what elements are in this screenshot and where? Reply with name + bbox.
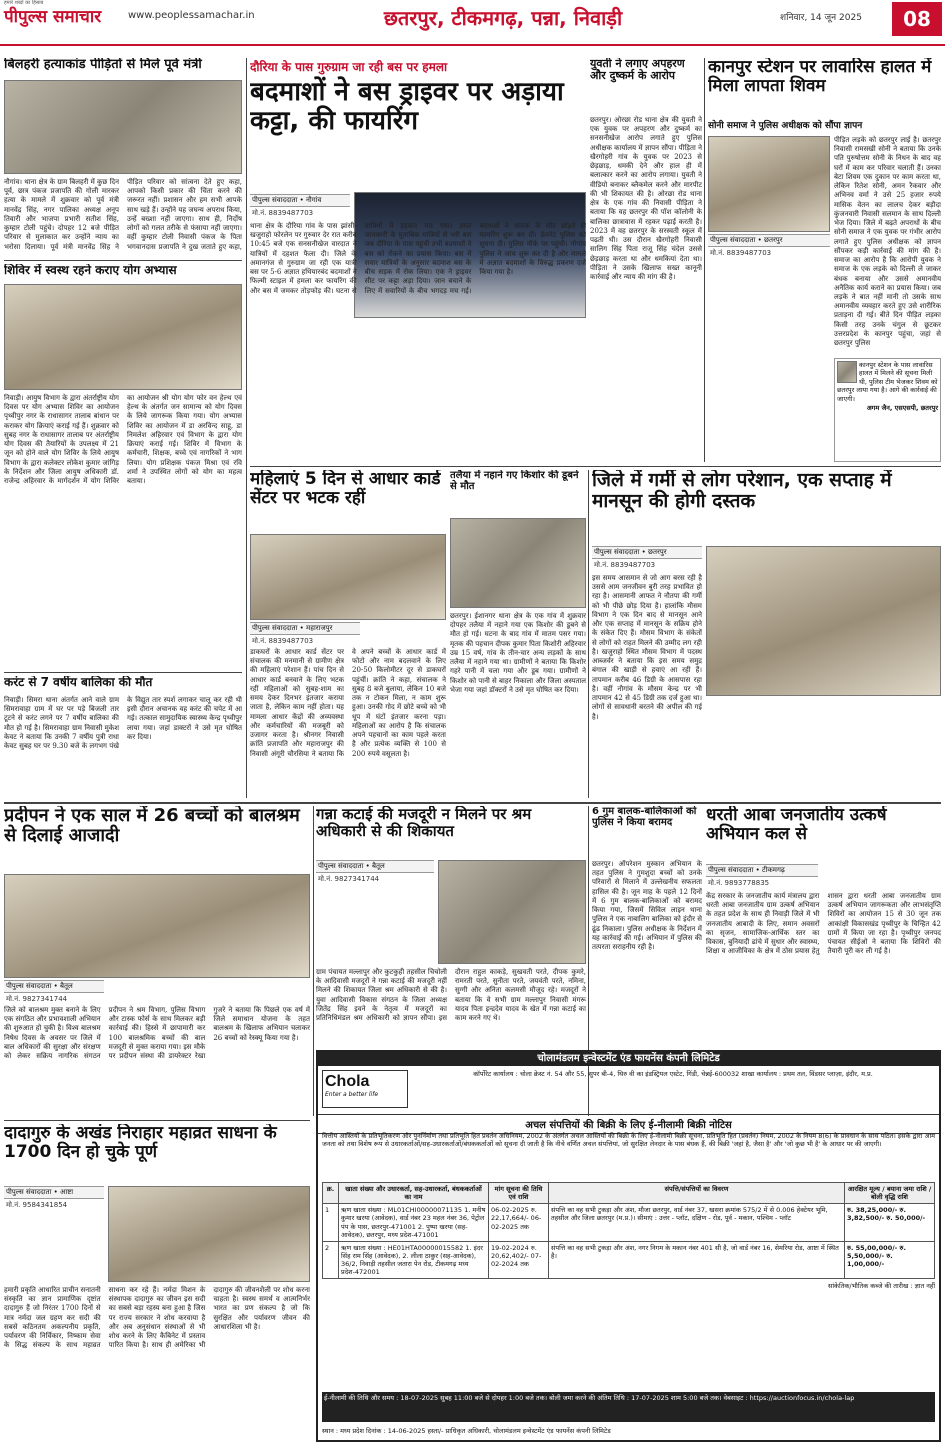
headline: प्रदीपन ने एक साल में 26 बच्चों को बालश्रम से दिलाई आजादी: [4, 806, 300, 847]
quote-text: कानपुर स्टेशन के पास लावारिस हालत में मिलने की सूचना मिली थी, पुलिस टीम भेजकर शिवम को छतरपुर लाया गया है। आगे की कार्रवाई की जाएगी।: [837, 361, 938, 403]
ad-header: चोलामंडलम इन्वेस्टमेंट एंड फायनेंस कंपनी लिमिटेड: [318, 1052, 939, 1066]
photo-workers: [438, 860, 586, 964]
headline: करंट से 7 वर्षीय बालिका की मौत: [4, 676, 153, 689]
masthead: [0, 0, 945, 46]
chola-auction-ad: [316, 1050, 941, 1442]
story-girl-allegation: [590, 58, 702, 462]
article-body: थाना क्षेत्र के दौरिया गांव के पास झांसी-खजुराहो फोरलेन पर गुरुवार देर रात करीब 10:45 बजे एक सनसनीखेज वारदात ने यात्रियों में दहशत फैला दी। जिले के अमानगंज से गुरुग्राम जा रही एक यात्री बस पर 5-6 अज्ञात हथियारबंद बदमाशों ने फिल्मी स्टाइल में हमला कर फायरिंग की और बस में जमकर तोड़फोड़ की। घटना से यात्रियों में हड़कंप मच गया। प्राप्त जानकारी के मुताबिक यात्रियों से भरी बस जब दौरिया के पास पहुंची तभी बदमाशों ने बस को रोकने का प्रयास किया। बस में सवार यात्रियों के अनुसार बदमाश बस के बीच सड़क में रोक लिया। एक ने ड्राइवर सीट पर कट्टा अड़ा दिया। जान बचाने के लिए में सवारियों के बीच भगदड़ मच गई। बदमाशों ने चालक के सीट छोड़ते ही फायरिंग शुरू कर दी। डेलनेट पुलिस को सूचना दी। पुलिस मौके पर पहुंची। नौगांव पुलिस ने जांच शुरू कर दी है और मामले में अज्ञात बदमाशों के विरुद्ध प्रकरण दर्ज किया गया है।: [250, 222, 586, 295]
story-bilhari: [4, 58, 242, 258]
story-bus-attack: [250, 58, 586, 462]
photo-dadaguru: [108, 1186, 310, 1282]
story-child-labour: [4, 806, 310, 1116]
story-aadhar: [250, 470, 446, 798]
table-row: 1 ऋण खाता संख्या : ML01CHI00000071135 1. मनीष कुमार खरया (आवेदक), वार्ड नंबर 23 महल नंबर 36, पेट्रोल पंप के पास, छतरपुर-471001 2. पुष्पा खरया (सह-आवेदक), छतरपुर, मध्य प्रदेश-471001 06-02-2025 रु. 22,17,664/- 06-02-2025 तक संपत्ति का वह सभी टुकड़ा और अंश, मौजा छतरपुर, वार्ड नंबर 37, खसरा क्रमांक 575/2 में से 0.006 हेक्टेयर भूमि, तहसील और जिला छतरपुर (म.प्र.)। सीमाएं : उत्तर - प्लॉट, दक्षिण - रोड, पूर्व - मकान, पश्चिम - प्लॉट रु. 38,25,000/- रु. 3,82,500/- रु. 50,000/-: [323, 1204, 935, 1242]
article-body: निवाड़ी। सिमरा थाना अंतर्गत आने वाले ग्राम सिमरावाहा ग्राम में घर पर पड़े बिजली तार टूटने से करंट लगने पर 7 वर्षीय बालिका की मौत हो गई है। सिमरावाहा ग्राम निवासी मुकेश केवट ने बताया कि उनकी 7 वर्षीय पुत्री राधा केवट सुबह घर पर 9.30 बजे के लगभग पंखे के विद्युत तार स्पर्श लगाकर चालू कर रही थी इसी दौरान अचानक वह करंट की चपेट में आ गई। तत्काल सामुदायिक स्वास्थ्य केन्द्र पृथ्वीपुर लाया गया। जहां डाक्टरों ने उसे मृत घोषित कर दिया।: [4, 696, 242, 751]
col-reserve: आरक्षित मूल्य / बयाना जमा राशि / बोली वृद्धि राशि: [845, 1183, 935, 1204]
photo-yoga: [4, 284, 242, 390]
headline: बिलहरी हत्याकांड पीड़ितों से मिले पूर्व मंत्री: [4, 58, 202, 72]
byline: पीपुल्स संवाददाता • छतरपुर: [708, 234, 830, 247]
mobile: मो.नं. 8839487703: [252, 637, 314, 645]
col-property: संपत्ति/संपत्तियों का विवरण: [549, 1183, 845, 1204]
subhead: सोनी समाज ने पुलिस अधीक्षक को सौंपा ज्ञापन: [708, 121, 863, 131]
photo-meeting: [4, 80, 242, 174]
photo-heat: [706, 546, 941, 696]
mobile: मो.नं. 8839487703: [594, 561, 656, 569]
article-body: छतरपुर। ईशानगर थाना क्षेत्र के एक गांव में शुक्रवार दोपहर तलैया में नहाने गया एक किशोर की डूबने से मौत हो गई। घटना के बाद गांव में मातम पसर गया। मृतक की पहचान दीपक कुमार पिता किशोरी अहिरवार उम्र 15 वर्ष, गांव के तीन-चार अन्य लड़कों के साथ तलैया में नहाने गया था। ग्रामीणों ने बताया कि किशोर गहरे पानी में चला गया और डूब गया। ग्रामीणों ने किशोर को पानी से बाहर निकाला और जिला अस्पताल भेजा गया जहां डॉक्टरों ने उसे मृत घोषित कर दिया।: [450, 612, 586, 694]
headline: कानपुर स्टेशन पर लावारिस हालत में मिला लापता शिवम: [708, 58, 932, 97]
byline: पीपुल्स संवाददाता • बैतूल: [4, 980, 104, 993]
story-dharti-aba: [706, 806, 941, 1046]
headline: शिविर में स्वस्थ रहने कराए योग अभ्यास: [4, 264, 177, 277]
article-body: ग्राम पंचायत मल्लापुर और कुटकुही तहसील चिचोली के आदिवासी मजदूरों ने गन्ना कटाई की मजदूरी नहीं मिलने की शिकायत जिला श्रम अधिकारी से की है। युवा आदिवासी विकास संगठन के जिला अध्यक्ष जितेंद्र सिंह इवने के नेतृत्व में मजदूरों का प्रतिनिधिमंडल श्रम अधिकारी को ज्ञापन सौंपा। इस दौरान राहुल काकड़े, सुखवती परते, दीपक कुमरे, रामरती परते, सुनीता परते, जयवंती परते, नमिना, सुग्गी और अनिता कलमसी मौजूद रहे। मजदूरों ने बताया कि वे सभी ग्राम मल्लापुर निवासी मंगरू यादव पिता इन्द्रदेव यादव के खेत में गन्ना कटाई का काम करने गए थे।: [316, 968, 586, 1023]
headline: 6 गुम बालक-बालिकाओं को पुलिस ने किया बरामद: [592, 806, 697, 829]
mobile: मो.नं. 9584341854: [6, 1201, 68, 1209]
brand-tag: Enter a better life: [325, 1091, 379, 1098]
brand-name: Chola: [325, 1073, 370, 1090]
article-body: जिले को बालश्रम मुक्त बनाने के लिए एक संगठित और प्रभावशाली अभियान की शुरुआत हो चुकी है। विश्व बालश्रम निषेध दिवस के अवसर पर जिले में बाल अधिकारों की सुरक्षा और संरक्षण को लेकर सक्रिय नागरिक संगठन प्रदीपन ने श्रम विभाग, पुलिस विभाग और टास्क फोर्स के साथ मिलकर बड़ी कार्रवाई की। हिस्से में छापामारी कर 100 बालश्रमिक बच्चों की बाल मजदूरी से मुक्त कराया गया। इस मौके पर प्रदीपन संस्था की डायरेक्टर रेखा गुजरे ने बताया कि पिछले एक वर्ष में जिले समाधान योजना के तहत बालश्रम के खिलाफ अभियान चलाकर 26 बच्चों को रेस्क्यू किया गया है।: [4, 1006, 310, 1061]
article-body: हमारी प्रकृति आधारित प्राचीन सनातनी संस्कृति का ज्ञान प्रामाणिक दृष्टांत दादागुरु हैं जो निरंतर 1700 दिनों से मात्र नर्मदा जल ग्रहण कर सदी की सबसे कठिनतम अकल्पनीय प्रकृति, पर्यावरण की निर्विकार, निष्काम सेवा के सिद्ध संकल्प के साथ महाव्रत साधना कर रहे हैं। नर्मदा मिशन के संस्थापक दादागुरु का जीवन इस सदी का सबसे बड़ा रहस्य बना हुआ है जिस पर राज्य सरकार ने शोध करवाया है और अब अनुसंधान संस्थाओं से भी शोध करने के लिए कैबिनेट में प्रस्ताव पारित किया है। साथ ही अमेरिका भी दादागुरु की जीवनशैली पर शोध करना चाहता है। स्वस्थ समर्थ व आत्मनिर्भर भारत का प्रण संकल्प है जो कि सुरक्षित और पर्यावरण जीवन की आधारशिला भी है।: [4, 1286, 310, 1350]
notice-body: वित्तीय आस्तियों के प्रतिभूतिकरण और पुनर्निर्माण तथा प्रतिभूति हित प्रवर्तन अधिनियम, 2002 के अंतर्गत अचल आस्तियों की बिक्री के लिए ई-नीलामी बिक्री सूचना, प्रतिभूति हित (प्रवर्तन) नियम, 2002 के नियम 8(6) के प्रावधान के साथ पठित। इसके द्वारा आम जनता को तथा विशेष रूप से उधारकर्ताओं/सह-उधारकर्ताओं/बंधककर्ताओं को सूचना दी जाती है कि नीचे वर्णित अचल संपत्तियां, जो सुरक्षित लेनदार के पास बंधक हैं, की बिक्री 'जहां है, जैसा है' और 'जो कुछ भी है' के आधार पर की जाएगी।: [322, 1132, 935, 1149]
article-body: छतरपुर। ओरछा रोड थाना क्षेत्र की युवती ने एक युवक पर अपहरण और दुष्कर्म का सनसनीखेज आरोप लगाते हुए पुलिस अधीक्षक कार्यालय में ज्ञापन सौंपा। पीड़िता ने खैरगोहरी गांव के युवक पर 2023 से छेड़छाड़, धमकी देने और हाल ही में बलात्कार करने का आरोप लगाया। युवती ने वीडियो बनाकर ब्लैकमेल करने और मारपीट की भी शिकायत की है। ओरछा रोड थाना क्षेत्र के एक गांव की निवासी पीड़िता ने बताया कि वह छतरपुर की पॉश कॉलोनी के बालिका छात्रावास में रहकर पढ़ाई करती है। 2023 में वह छतरपुर के सरस्वती स्कूल में पढ़ती थी। उस दौरान खैरगोहरी निवासी सालिग सिंह पिता राजू सिंह चंदेल उससे छेड़छाड़ करता था और धमकियां देता था। पीड़िता ने उसके खिलाफ सख्त कानूनी कार्रवाई और न्याय की मांग की है।: [590, 116, 702, 281]
mobile: मो.नं. 9827341744: [318, 875, 380, 883]
article-body: निवाड़ी। आयुष विभाग के द्वारा अंतर्राष्ट्रीय योग दिवस पर योग अभ्यास शिविर का आयोजन पृथ्वीपुर नगर के राधासागर तालाब बांधान पर कराकर योग क्रियाएं कराई गई हैं। शुक्रवार को सुबह नगर के राधासागर तालाब पर अंतर्राष्ट्रीय योग दिवस की तैयारियों के उपलक्ष्य में 21 जून को होने वाले योग शिविर के लिये आयुष विभाग के द्वारा कलेक्टर लोकेश कुमार जांगिड़ के निर्देशन और जिला आयुष अधिकारी डॉ. राजेन्द्र अहिरवार के मार्गदर्शन में योग शिविर का आयोजन श्री योग योग फोर वन हेल्थ एवं हेल्थ के अंतर्गत जन सामान्य को योग दिवस के लिये जागरूक किया गया। योग अभ्यास शिविर का आयोजन में डा अरविन्द साहू, डा निमलेश अहिरवार एवं विभाग के द्वारा योग क्रियाएं कराई गई। शिविर में विभाग के कर्मचारी, शिक्षक, बच्चे एवं नागरिकों ने भाग लिया। योग प्रशिक्षक पंकज मिश्रा एवं रवि शर्मा ने उपस्थित लोगों को योग का महत्व बताया।: [4, 394, 242, 486]
article-body: पीड़ित लड़के को छतरपुर लाई है। छतरपुर निवासी रामसखी सोनी ने बताया कि उनके पति पुरुषोत्तम सोनी के निधन के बाद वह घरों में काम कर परिवार चलाती हैं। उनका बेटा शिवम एक दुकान पर काम करता था, लेकिन रितेश सोनी, अमन रैकवार और अभिनव वर्मा ने उसे 25 हजार रुपये मासिक वेतन का लालच देकर बड़ौदा कुंजनवारी निवासी सलमान के साथ दिल्ली भेज दिया। जिले में बढ़ते अपराधों के बीच सोनी समाज ने एक युवक पर गंभीर आरोप लगाते हुए पुलिस अधीक्षक को ज्ञापन सौंपकर कड़ी कार्रवाई की मांग की है। समाज का आरोप है कि आरोपी युवक ने समाज के एक लड़के को दिल्ली ले जाकर बंधक बनाया और उससे अमानवीय अनैतिक कार्य कराने का प्रयास किया। जब लड़के ने बात नहीं मानी तो उसके साथ अमानवीय व्यवहार करते हुए उसे शारीरिक प्रताड़ना दी गई। बीते दिन पीड़ित लड़का किसी तरह उनके चंगुल से छूटकर उत्तरप्रदेश के कानपुर पहुंचा, जहां से छतरपुर पुलिस: [834, 136, 941, 348]
story-heat: [592, 470, 941, 798]
byline: पीपुल्स संवाददाता • आष्टा: [4, 1186, 104, 1199]
chola-logo: [322, 1070, 408, 1108]
headline: जिले में गर्मी से लोग परेशान, एक सप्ताह में मानसून की होगी दस्तक: [592, 470, 892, 513]
photo-drowning: [450, 518, 586, 608]
story-yoga: [4, 264, 242, 664]
mobile: मो.नं. 9893778835: [708, 879, 770, 887]
quote-name: अगम जैन, एसएसपी, छतरपुर: [866, 404, 938, 413]
mobile: मो.नं. 8839487703: [252, 209, 314, 217]
headline: तलैया में नहाने गए किशोर की डूबने से मौत: [450, 470, 579, 493]
quote-box: [834, 358, 941, 462]
story-drowning: [450, 470, 586, 798]
headline: दादागुरु के अखंड निराहार महाव्रत साधना के 1700 दिन हो चुके पूर्ण: [4, 1124, 277, 1163]
col-no: क्र.: [323, 1183, 339, 1204]
article-body: इस समय आसमान से जो आग बरस रही है उससे आम जनजीवन बुरी तरह प्रभावित हो रहा है। आसमानी आफत ने नौतपा की गर्मी को भी पीछे छोड़ दिया है। हालांकि मौसम विभाग ने एक दिन बाद से मानसून आने और एक सप्ताह में मानसून के सक्रिय होने के संकेत दिए हैं। मौसम विभाग के संकेतों से लोगों को राहत मिलने की उम्मीद लग रही है। खजुराहो स्थित मौसम विभाग में पदस्थ आब्जर्वर ने बताया कि इस समय समुद्र बंगाल की खाड़ी से हवाएं आ रही हैं। तापमान करीब 46 डिग्री के आसपास रहा है। वहीं नौगांव के मौसम केन्द्र पर भी तापमान 42 से 45 डिग्री तक दर्ज हुआ था। लोगों से सावधानी बरतने की अपील की गई है।: [592, 574, 702, 721]
headline: गन्ना कटाई की मजदूरी न मिलने पर श्रम अधिकारी से की शिकायत: [316, 806, 532, 840]
byline: पीपुल्स संवाददाता • बैतूल: [316, 860, 434, 873]
mobile: मो.नं. 8839487703: [710, 249, 772, 257]
ad-address: कॉर्पोरेट कार्यालय : चोला क्रेस्ट नं. 54 और 55, सुपर बी-4, थिरु वी का इंडस्ट्रियल एस्टेट, गिंडी, चेन्नई-600032 शाखा कार्यालय : प्रथम तल, विंडसर प्लाज़ा, इंदौर, म.प्र.: [473, 1070, 873, 1078]
headline: बदमाशों ने बस ड्राइवर पर अड़ाया कट्टा, की फायरिंग: [250, 77, 564, 137]
story-dadaguru: [4, 1124, 310, 1442]
article-body: छतरपुर। ऑपरेशन मुस्कान अभियान के तहत पुलिस ने गुमशुदा बच्चों को उनके परिवारों से मिलाने में उल्लेखनीय सफलता हासिल की है। जून माह के पहले 12 दिनों में 6 गुम बालक-बालिकाओं को बरामद किया गया, जिसमें सिविल लाइन थाना पुलिस ने एक नाबालिग बालिका को इंदौर से ढूंढ निकाला। पुलिस अधीक्षक के निर्देशन में यह कार्रवाई की गई। अभियान में पुलिस की तत्परता सराहनीय रही है।: [592, 860, 702, 952]
story-current-death: [4, 676, 242, 796]
table-row: 2 ऋण खाता संख्या : HE01HTA00000015582 1. इंदर सिंह राम सिंह (आवेदक), 2. लीला ठाकुर (सह-आवेदक), 36/2, निवाड़ी तहसील जतारा पेन रोड, टीकमगढ़ मध्य प्रदेश-472001 19-02-2024 रु. 20,62,402/- 07-02-2024 तक संपत्ति का वह सभी टुकड़ा और अंश, नगर निगम के मकान नंबर 401 सी है, जो वार्ड नंबर 16, सेमरिया रोड, आष्टा में स्थित है। रु. 55,00,000/- रु. 5,50,000/- रु. 1,00,000/-: [323, 1241, 935, 1279]
photo-rescue-team: [4, 874, 310, 978]
story-missing-children: [592, 806, 702, 1046]
byline: पीपुल्स संवाददाता • छतरपुर: [592, 546, 702, 559]
photo-aadhar-queue: [250, 534, 446, 620]
photo-officer: [837, 361, 857, 383]
ad-signature: स्थान : मध्य प्रदेश दिनांक : 14-06-2025 हस्ता/- प्राधिकृत अधिकारी, चोलामंडलम इन्वेस्टमेंट एंड फायनेंस कंपनी लिमिटेड: [322, 1427, 611, 1435]
notice-title: अचल संपत्तियों की बिक्री के लिए ई-नीलामी बिक्री नोटिस: [318, 1114, 939, 1134]
article-body: डाकघरों के आधार कार्ड सेंटर पर संचालक की मनमानी से ग्रामीण क्षेत्र की महिलाएं परेशान हैं। पांच दिन से आधार कार्ड बनवाने के लिए भटक रहीं महिलाओं को सुबह-शाम का समय देकर दिनभर इंतजार कराया जाता है, लेकिन काम नहीं होता। यह मामला आधार केंद्रों की अव्यवस्था और कर्मचारियों की मजबूरी को उजागर करता है। श्रीनगर निवासी क्रांति प्रजापति और महाराजपुर की निवासी अंगूरी चौरसिया ने बताया कि वे अपने बच्चों के आधार कार्ड में फोटो और नाम बदलवाने के लिए 20-50 किलोमीटर दूर से डाकघरों पहुंचीं। क्रांति ने कहा, संचालक ने सुबह 8 बजे बुलाया, लेकिन 10 बजे तक न टोकन मिला, न काम शुरू हुआ। उनकी गोद में छोटे बच्चे को भी धूप में घंटों इंतजार करना पड़ा। महिलाओं का आरोप है कि संचालक अपने पहचानों का काम पहले करता है और प्रत्येक व्यक्ति से 100 से 200 रुपये वसूलता है।: [250, 648, 446, 758]
auction-table: [322, 1182, 935, 1382]
mobile: मो.नं. 9827341744: [6, 995, 68, 1003]
col-dates: मांग सूचना की तिथि एवं राशि: [489, 1183, 549, 1204]
logo: पीपुल्स समाचार: [4, 7, 102, 27]
edition-banner: छतरपुर, टीकमगढ़, पन्ना, निवाड़ी: [383, 6, 623, 30]
ad-footer: ई-नीलामी की तिथि और समय : 18-07-2025 सुबह 11:00 बजे से दोपहर 1:00 बजे तक। बोली जमा करने की अंतिम तिथि : 17-07-2025 शाम 5:00 बजे तक। वेबसाइट : https://auctionfocus.in/chola-lap: [322, 1392, 935, 1422]
photo-protest: [708, 136, 830, 232]
byline: पीपुल्स संवाददाता • महाराजपुर: [250, 622, 360, 635]
kicker: दौरिया के पास गुरुग्राम जा रही बस पर हमला: [250, 60, 448, 74]
story-shivam: [708, 58, 941, 466]
masthead-tagline: हमारे शब्दों का हिसाब: [4, 0, 44, 6]
article-body: नौगांव। थाना क्षेत्र के ग्राम बिलहरी में कुछ दिन पूर्व, छात्र पंकज प्रजापति की गोली मारकर हत्या के मामले में शुक्रवार को पूर्व मंत्री मानवेंद्र सिंह, नगर पालिका अध्यक्ष अनूप तिवारी और भाजपा प्रभारी सतीश सिंह, कुम्हार टोली पहुंचे। दोपहर 12 बजे पीड़ित परिवार से मुलाकात कर उन्होंने न्याय का भरोसा दिलाया। पूर्व मंत्री मानवेंद्र सिंह ने पीड़ित परिवार को सांत्वना देते हुए कहा, आपको किसी प्रकार की चिंता करने की जरूरत नहीं। प्रशासन और हम सभी आपके साथ खड़े हैं। उन्होंने यह जघन्य अपराध किया, उन्हें बख्शा नहीं जाएगा। साथ ही, निर्दोष लोगों को गलत तरीके से फंसाया नहीं जाएगा। वहीं कुम्हार टोली निवासी पंकज के पिता भगवानदास प्रजापति ने दुख जताते हुए कहा,: [4, 178, 242, 251]
headline: महिलाएं 5 दिन से आधार कार्ड सेंटर पर भटक रहीं: [250, 470, 441, 509]
headline: युवती ने लगाए अपहरण और दुष्कर्म के आरोप: [590, 58, 685, 83]
byline: पीपुल्स संवाददाता • नौगांव: [250, 194, 350, 207]
website: www.peoplessamachar.in: [128, 10, 255, 21]
possession-note: सांकेतिक/भौतिक कब्जे की तारीख : ज्ञात नहीं: [827, 1282, 935, 1291]
byline: पीपुल्स संवाददाता • टीकमगढ़: [706, 864, 818, 877]
page-number: 08: [892, 2, 942, 36]
date: शनिवार, 14 जून 2025: [780, 13, 862, 23]
col-borrower: खाता संख्या और उधारकर्ता, सह-उधारकर्ता, बंधककर्ताओं का नाम: [339, 1183, 489, 1204]
article-body: केंद्र सरकार के जनजातीय कार्य मंत्रालय द्वारा धरती आबा जनजातीय ग्राम उत्कर्ष अभियान के तहत प्रदेश के साथ ही निवाड़ी जिले में भी जनजातीय आबादी के लिए, समान अवसरों का सृजन, सामाजिक-आर्थिक स्तर का विकास, बुनियादी ढांचे में सुधार और स्वास्थ्य, शिक्षा व आजीविका के क्षेत्र में ठोस प्रयास हेतु शासन द्वारा धरती आबा जनजातीय ग्राम उत्कर्ष अभियान जागरूकता और लाभसंतृप्ति शिविरों का आयोजन 15 से 30 जून तक आकांक्षी विकासखंड पृथ्वीपुर के चिन्हित 42 ग्रामों में किया जा रहा है। पृथ्वीपुर जनपद पंचायत सीईओ ने बताया कि शिविरों की तैयारी पूरी कर ली गई है।: [706, 892, 941, 956]
headline: धरती आबा जनजातीय उत्कर्ष अभियान कल से: [706, 806, 887, 845]
